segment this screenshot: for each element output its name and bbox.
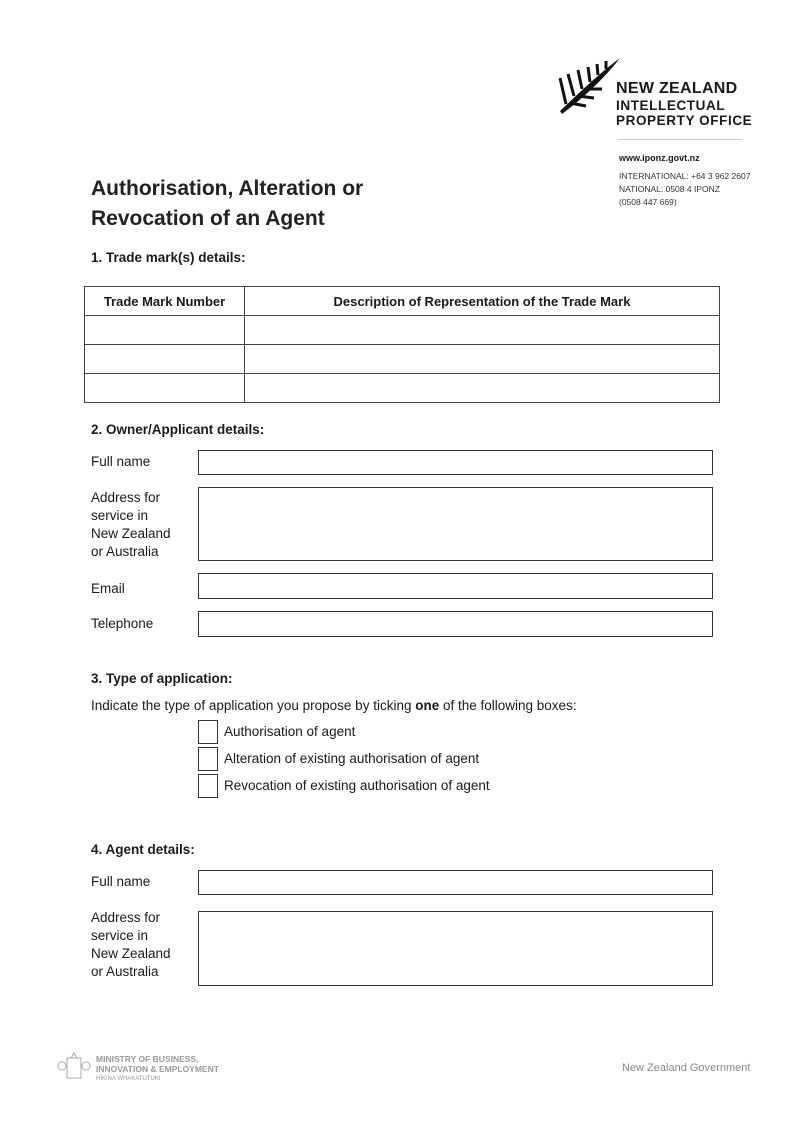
silver-fern-icon xyxy=(556,56,622,116)
address-label-line: Address for xyxy=(91,490,161,505)
column-header-number: Trade Mark Number xyxy=(85,287,245,316)
table-row xyxy=(85,374,720,403)
owner-address-label xyxy=(91,489,171,561)
national-phone: NATIONAL: 0508 4 IPONZ xyxy=(619,184,720,194)
description-cell[interactable] xyxy=(245,316,720,345)
section2-heading: 2. Owner/Applicant details: xyxy=(91,422,265,437)
website-link[interactable]: www.iponz.govt.nz xyxy=(619,153,700,163)
logo-line1: NEW ZEALAND xyxy=(616,80,738,97)
section1-heading: 1. Trade mark(s) details: xyxy=(91,250,246,265)
trade-mark-number-cell[interactable] xyxy=(85,316,245,345)
option-label-authorisation: Authorisation of agent xyxy=(224,724,356,739)
address-label-line: service in xyxy=(91,928,149,943)
logo-line3: PROPERTY OFFICE xyxy=(616,113,753,128)
address-label-line: New Zealand xyxy=(91,526,171,541)
iponz-logo-text xyxy=(616,80,752,128)
section4-heading: 4. Agent details: xyxy=(91,842,195,857)
page-title-line2: Revocation of an Agent xyxy=(91,207,325,230)
header-divider xyxy=(618,139,742,140)
agent-full-name-field[interactable] xyxy=(198,870,713,895)
owner-full-name-label: Full name xyxy=(91,454,151,469)
description-cell[interactable] xyxy=(245,345,720,374)
agent-full-name-label: Full name xyxy=(91,874,151,889)
international-phone: INTERNATIONAL: +64 3 962 2607 xyxy=(619,171,751,181)
mbie-logo-text xyxy=(96,1054,219,1084)
section3-instruction xyxy=(91,697,577,715)
mbie-line3: HĪKINA WHAKATUTUKI xyxy=(96,1076,161,1082)
mbie-line2: INNOVATION & EMPLOYMENT xyxy=(96,1064,219,1074)
owner-address-field[interactable] xyxy=(198,487,713,561)
nz-government-logo: New Zealand Government xyxy=(622,1062,751,1074)
address-label-line: service in xyxy=(91,508,149,523)
option-label-alteration: Alteration of existing authorisation of agent xyxy=(224,751,480,766)
column-header-description: Description of Representation of the Trade Mark xyxy=(245,287,720,316)
table-row xyxy=(85,316,720,345)
address-label-line: Address for xyxy=(91,910,161,925)
description-cell[interactable] xyxy=(245,374,720,403)
owner-email-field[interactable] xyxy=(198,573,713,599)
mbie-line1: MINISTRY OF BUSINESS, xyxy=(96,1054,199,1064)
coat-of-arms-icon xyxy=(57,1052,91,1084)
trade-mark-table xyxy=(84,286,720,403)
section3-heading: 3. Type of application: xyxy=(91,671,233,686)
table-row xyxy=(85,345,720,374)
option-label-revocation: Revocation of existing authorisation of agent xyxy=(224,778,490,793)
agent-address-field[interactable] xyxy=(198,911,713,986)
owner-email-label: Email xyxy=(91,581,125,596)
agent-address-label xyxy=(91,909,171,981)
owner-telephone-label: Telephone xyxy=(91,616,154,631)
national-phone-digits: (0508 447 669) xyxy=(619,197,677,207)
instruction-text: of the following boxes: xyxy=(439,698,577,713)
checkbox-revocation[interactable] xyxy=(198,774,218,798)
checkbox-authorisation[interactable] xyxy=(198,720,218,744)
instruction-text: Indicate the type of application you propose by ticking xyxy=(91,698,416,713)
owner-full-name-field[interactable] xyxy=(198,450,713,475)
logo-line2: INTELLECTUAL xyxy=(616,98,726,113)
trade-mark-number-cell[interactable] xyxy=(85,374,245,403)
trade-mark-number-cell[interactable] xyxy=(85,345,245,374)
instruction-emphasis: one xyxy=(415,698,440,713)
address-label-line: New Zealand xyxy=(91,946,171,961)
address-label-line: or Australia xyxy=(91,964,159,979)
address-label-line: or Australia xyxy=(91,544,159,559)
owner-telephone-field[interactable] xyxy=(198,611,713,637)
page-title-line1: Authorisation, Alteration or xyxy=(91,177,364,200)
checkbox-alteration[interactable] xyxy=(198,747,218,771)
